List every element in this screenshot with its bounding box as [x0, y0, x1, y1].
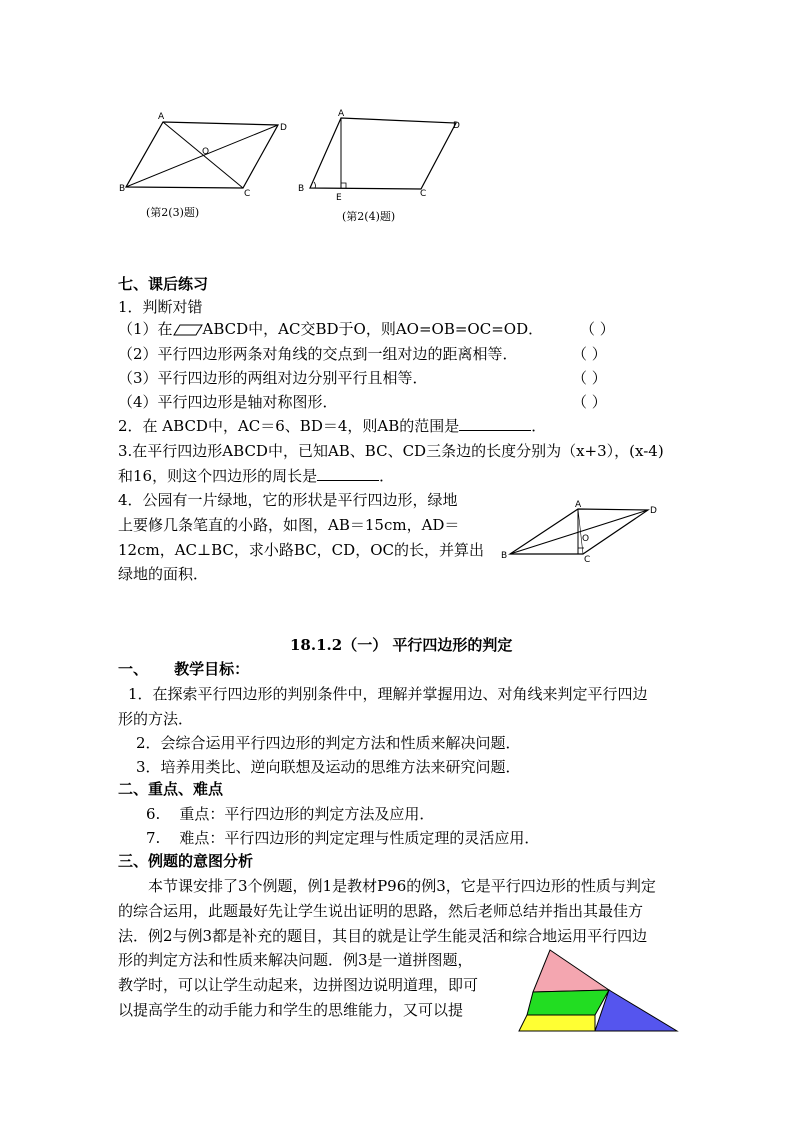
jigsaw-triangle-figure: [505, 945, 685, 1037]
fig1-caption: (第2(3)题): [146, 206, 200, 219]
q1-item-2-paren: （ ）: [572, 345, 607, 363]
fig1-label-d: D: [280, 123, 287, 133]
fig2-label-d: D: [453, 121, 460, 131]
fig3-label-a: A: [575, 500, 582, 510]
q1-item-1: [118, 319, 543, 339]
puzzle-piece-left: [519, 1015, 595, 1031]
analysis-line-1: 本节课安排了3个例题，例1是教材P96的例3，它是平行四边形的性质与判定: [148, 877, 656, 895]
q1-title: 1．判断对错: [118, 298, 203, 316]
key-point-2: 7. 难点：平行四边形的判定定理与性质定理的灵活应用．: [146, 829, 540, 847]
goal-1-line-2: 形的方法．: [118, 710, 194, 728]
goal-1-line-1: 1．在探索平行四边形的判别条件中，理解并掌握用边、对角线来判定平行四边: [128, 685, 648, 703]
fig2-caption: (第2(4)题): [342, 210, 396, 223]
fig3-label-o: O: [582, 534, 590, 544]
fig3-label-d: D: [650, 506, 657, 516]
q1-item-1-paren: （ ）: [580, 320, 615, 338]
q1-item-1-suffix: ABCD中，AC交BD于O，则AO=OB=OC=OD．: [202, 320, 544, 338]
q3-line-1: 3.在平行四边形ABCD中，已知AB、BC、CD三条边的长度分别为（x+3），(x-4): [118, 442, 664, 460]
analysis-line-6: 以提高学生的动手能力和学生的思维能力，又可以提: [118, 1001, 464, 1019]
fig3-label-b: B: [501, 551, 508, 561]
q3-line-2: [118, 466, 394, 486]
section-3-heading: 三、例题的意图分析: [118, 852, 254, 870]
q1-item-3: （3）平行四边形的两组对边分别平行且相等．: [118, 369, 428, 387]
lesson-title: 18.1.2（一） 平行四边形的判定: [290, 636, 513, 654]
puzzle-piece-right: [595, 990, 677, 1031]
q1-item-4: （4）平行四边形是轴对称图形．: [118, 393, 338, 411]
analysis-line-5: 教学时，可以让学生动起来，边拼图边说明道理，即可: [118, 976, 479, 994]
fig2-label-b: B: [298, 184, 305, 194]
analysis-line-4: 形的判定方法和性质来解决问题．例3是一道拼图题，: [118, 951, 473, 969]
q3-answer-blank[interactable]: [317, 466, 379, 481]
key-point-1: 6. 重点：平行四边形的判定方法及应用．: [146, 805, 435, 823]
q1-item-1-prefix: （1）在: [118, 320, 173, 338]
fig1-label-c: C: [244, 189, 251, 199]
q3-suffix: ．: [379, 467, 395, 485]
q2-answer-blank[interactable]: [459, 416, 531, 431]
q2-suffix: ．: [531, 417, 547, 435]
q3-prefix: 和16，则这个四边形的周长是: [118, 467, 318, 485]
section-2-heading: 二、重点、难点: [118, 780, 224, 798]
q4-line-1: 4．公园有一片绿地，它的形状是平行四边形，绿地: [118, 491, 458, 509]
parallelogram-symbol-icon: [173, 324, 203, 336]
q1-item-4-paren: （ ）: [572, 393, 607, 411]
q2-text: [118, 416, 546, 436]
goal-3: 3．培养用类比、逆向联想及运动的思维方法来研究问题．: [136, 758, 521, 776]
fig2-label-e: E: [336, 193, 342, 203]
analysis-line-3: 法．例2与例3都是补充的题目，其目的就是让学生能灵活和综合地运用平行四边: [118, 927, 648, 945]
q4-line-4: 绿地的面积．: [118, 565, 209, 583]
q4-line-3: 12cm，AC⊥BC，求小路BC，CD，OC的长，并算出: [118, 541, 484, 559]
fig2-label-c: C: [420, 189, 427, 199]
section-1-heading: 一、 教学目标：: [118, 660, 250, 678]
practice-heading: 七、课后练习: [118, 275, 209, 293]
puzzle-piece-middle: [527, 990, 609, 1015]
fig1-label-a: A: [158, 112, 165, 122]
fig1-label-o: O: [202, 147, 210, 157]
goal-2: 2．会综合运用平行四边形的判定方法和性质来解决问题．: [136, 734, 521, 752]
fig2-label-a: A: [338, 109, 345, 119]
q1-item-3-paren: （ ）: [572, 369, 607, 387]
park-parallelogram-figure: [498, 496, 668, 568]
fig1-label-b: B: [119, 184, 126, 194]
q4-line-2: 上要修几条笔直的小路，如图，AB＝15cm，AD＝: [118, 516, 460, 534]
analysis-line-2: 的综合运用，此题最好先让学生说出证明的思路，然后老师总结并指出其最佳方: [118, 902, 644, 920]
q2-prefix: 2．在 ABCD中，AC＝6、BD＝4，则AB的范围是: [118, 417, 460, 435]
puzzle-piece-top: [533, 950, 609, 992]
fig3-label-c: C: [584, 555, 591, 565]
q1-item-2: （2）平行四边形两条对角线的交点到一组对边的距离相等．: [118, 345, 518, 363]
parallelogram-diagonals-figure: [118, 108, 298, 220]
parallelogram-height-figure: [296, 106, 466, 218]
